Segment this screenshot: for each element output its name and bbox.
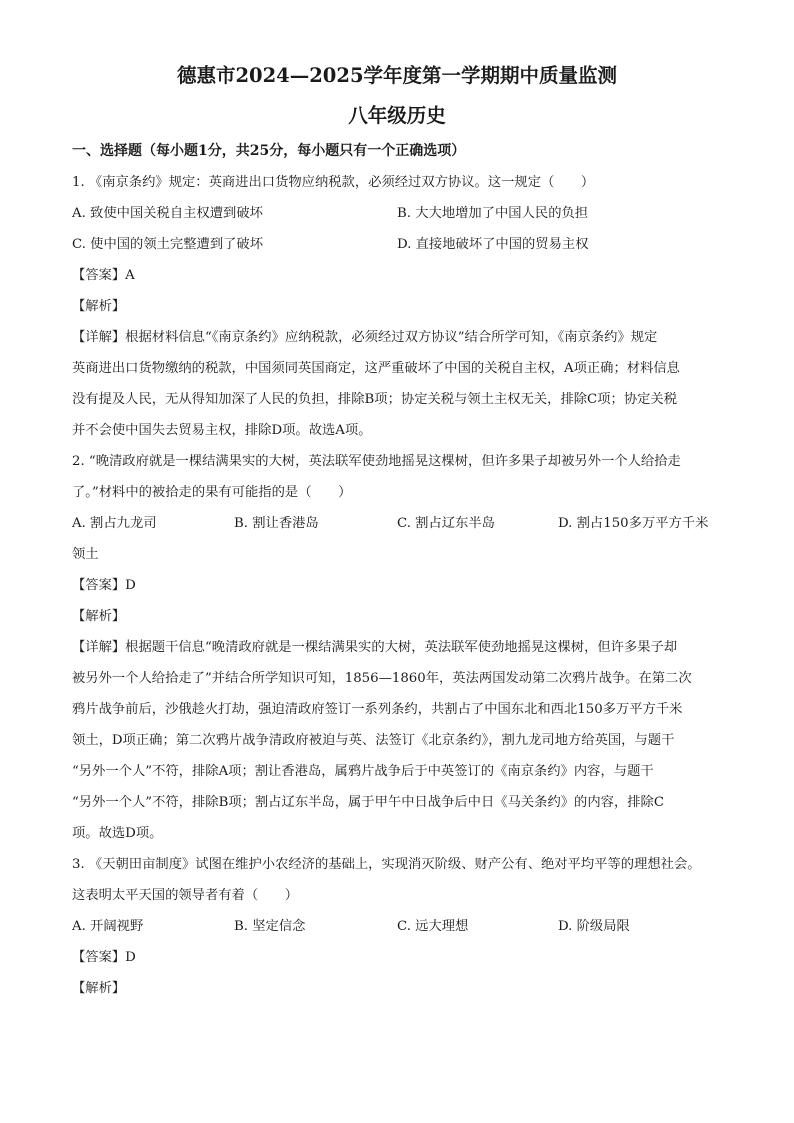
- analysis-label: 【解析】: [72, 981, 126, 996]
- answer-label: 【答案】D: [72, 578, 136, 593]
- detail-line: “另外一个人”不符，排除B项；割占辽东半岛，属于甲午中日战争后中日《马关条约》的内容，排除C: [72, 795, 665, 810]
- question-3: [72, 849, 722, 1004]
- option-a: A. 割占九龙司: [72, 516, 157, 531]
- question-1: [72, 167, 722, 446]
- analysis-label: 【解析】: [72, 299, 126, 314]
- exam-subtitle: 八年级历史: [348, 104, 446, 127]
- detail-line: 没有提及人民，无从得知加深了人民的负担，排除B项；协定关税与领土主权无关，排除C项；协定关税: [72, 392, 678, 407]
- option-c: C. 远大理想: [397, 919, 469, 934]
- detail-line: 领土，D项正确；第二次鸦片战争清政府被迫与英、法签订《北京条约》，割九龙司地方给英国，与题干: [72, 733, 675, 748]
- question-stem: 了。”材料中的被拾走的果有可能指的是（ ）: [72, 485, 352, 500]
- option-row: [72, 198, 722, 229]
- question-stem: 1. 《南京条约》规定：英商进出口货物应纳税款，必须经过双方协议。这一规定（ ）: [72, 175, 595, 190]
- answer-label: 【答案】D: [72, 950, 136, 965]
- detail-line: 项。故选D项。: [72, 826, 163, 841]
- option-d-continued: 领土: [72, 547, 99, 562]
- section-heading: 一、选择题（每小题1分，共25分，每小题只有一个正确选项）: [72, 143, 466, 159]
- option-a: A. 致使中国关税自主权遭到破坏: [72, 206, 263, 221]
- option-b: B. 割让香港岛: [234, 516, 319, 531]
- detail-line: “另外一个人”不符，排除A项；割让香港岛，属鸦片战争后于中英签订的《南京条约》内容，与题干: [72, 764, 654, 779]
- option-c: C. 使中国的领土完整遭到了破坏: [72, 237, 264, 252]
- detail-line: 【详解】根据题干信息“晚清政府就是一棵结满果实的大树，英法联军使劲地摇晃这棵树，但许多果子却: [72, 640, 678, 655]
- option-row: [72, 229, 722, 260]
- option-c: C. 割占辽东半岛: [397, 516, 495, 531]
- question-stem: 2. “晚清政府就是一棵结满果实的大树，英法联军使劲地摇晃这棵树，但许多果子却被另外一个人给拾走: [72, 454, 681, 469]
- detail-line: 【详解】根据材料信息“《南京条约》应纳税款，必须经过双方协议”结合所学可知，《南京条约》规定: [72, 330, 658, 345]
- detail-line: 英商进出口货物缴纳的税款，中国须同英国商定，这严重破坏了中国的关税自主权，A项正确；材料信息: [72, 361, 680, 376]
- option-a: A. 开阔视野: [72, 919, 144, 934]
- option-b: B. 大大地增加了中国人民的负担: [397, 206, 589, 221]
- analysis-label: 【解析】: [72, 609, 126, 624]
- option-row: [72, 508, 722, 539]
- exam-page: [72, 62, 722, 1004]
- detail-line: 鸦片战争前后，沙俄趁火打劫，强迫清政府签订一系列条约，共割占了中国东北和西北150多万平方千米: [72, 702, 683, 717]
- detail-line: 并不会使中国失去贸易主权，排除D项。故选A项。: [72, 423, 372, 438]
- option-d: D. 阶级局限: [558, 919, 630, 934]
- option-d: D. 直接地破坏了中国的贸易主权: [397, 237, 589, 252]
- answer-label: 【答案】A: [72, 268, 135, 283]
- option-b: B. 坚定信念: [234, 919, 306, 934]
- question-2: [72, 446, 722, 849]
- option-d: D. 割占150多万平方千米: [558, 516, 709, 531]
- question-stem: 这表明太平天国的领导者有着（ ）: [72, 888, 299, 903]
- detail-line: 被另外一个人给拾走了”并结合所学知识可知，1856—1860年，英法两国发动第二次鸦片战争。在第二次: [72, 671, 692, 686]
- option-row: [72, 911, 722, 942]
- question-stem: 3. 《天朝田亩制度》试图在维护小农经济的基础上，实现消灭阶级、财产公有、绝对平均平等的理想社会。: [72, 857, 701, 872]
- exam-title: 德惠市2024—2025学年度第一学期期中质量监测: [176, 64, 618, 87]
